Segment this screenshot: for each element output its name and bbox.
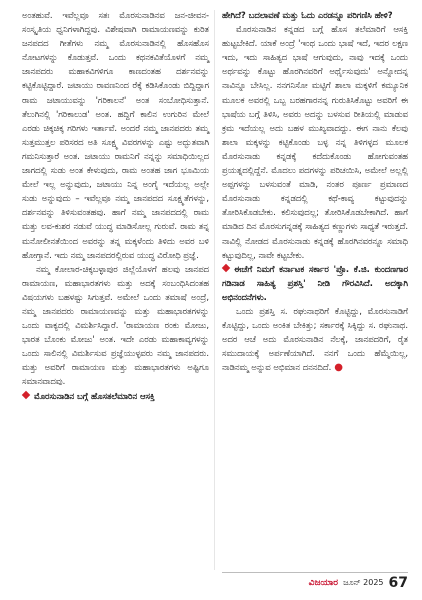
question-heading-1 bbox=[22, 389, 209, 403]
left-paragraph-1: ಅಂತಹುವೆ. ಇವೆಲ್ಲವೂ ಸತಃ ಮೊರಸುನಾಡಿನವ ಜನ-ಜೀವನ-ಸಂಸ್ಕೃತಿಯ ಧ್ವನಿಗಳಾಗಿದ್ದವು. ವಿಶೇಷವಾಗಿ ರಾಮಾಯಣವನ್ನು ಕುರಿತ ಜನಪದದ ಗೀತೆಗಳು ನಮ್ಮ ಮೊರಸುನಾಡಿನಲ್ಲಿ ಹೊಸಹೊಸ ನೋಟಗಳನ್ನು ಕೊಡುತ್ತವೆ. ಒಂದು ಕಥನಕವಿತೆಯೊಳಗೆ ನಮ್ಮ ಜಾನಪದರು ಮಹಾಕವಿಗಳಿಗೂ ಕಾಣದಂತಹ ದರ್ಶನವನ್ನು ಕಟ್ಟಿಕೊಟ್ಟಿದ್ದಾರೆ. ಜಟಾಯು ರಾವಣನಿಂದ ರೆಕ್ಕೆ ಕಡಿಸಿಕೊಂಡು ಬಿದ್ದಿದ್ದಾಗ ರಾಮ ಜಟಾಯುವನ್ನು 'ಗರಿಕಾಲನೆ' ಅಂತ ಸಂಬೋಧಿಸುತ್ತಾನೆ. ತೆಲುಗಿನಲ್ಲಿ 'ಗರಿಕಾಲುಡ' ಅಂತ. ಹದ್ದಿಗೆ ಕಾಲಿನ ಉಗುರಿನ ಮೇಲೆ ಎರಡು ಚಿಕ್ಕಚಿಕ್ಕ ಗರಿಗಳು ಇರ್ತಾವೆ. ಅಂದರೆ ನಮ್ಮ ಜಾನಪದರು ತಮ್ಮ ಸುತ್ತಮುತ್ತಲ ಪರಿಸರದ ಅತಿ ಸೂಕ್ಷ್ಮ ವಿವರಗಳನ್ನು ಎಷ್ಟು ಅದ್ಭುತವಾಗಿ ಗಮನಿಸುತ್ತಾರೆ ಅಂತ. ಜಟಾಯು ರಾಮನಿಗೆ ನನ್ನನ್ನು ಸಮಾಧಿಯಿಲ್ಲದ ಜಾಗದಲ್ಲಿ ಸುಡು ಅಂತ ಕೇಳುವುದು, ರಾಮ ಅಂತಹ ಜಾಗ ಭೂಮಿಯ ಮೇಲೆ ಇಲ್ಲ ಅನ್ನುವುದು, ಜಟಾಯು ನಿನ್ನ ಅಂಗೈ ಇದೆಯಲ್ಲ ಅಲ್ಲೇ ಸುಡು ಅನ್ನುವುದು – ಇವೆಲ್ಲವೂ ನಮ್ಮ ಜಾನಪದದ ಸೂಕ್ಷ್ಮತೆಗಳನ್ನು, ದರ್ಶನವನ್ನು ತಿಳಿಸುವಂತಹವು. ಹಾಗೆ ನಮ್ಮ ಜಾನಪದದಲ್ಲಿ ರಾಮ ಮತ್ತು ಲವ-ಕುಶರ ನಡುವೆ ಯುದ್ಧ ಮಾಡಿಸೋಲ್ಲ ಗುರುವೆ. ರಾಮ ತನ್ನ ಮನೋಲೀನತೆಯಿಂದ ಅವರನ್ನು ತನ್ನ ಮಕ್ಕಳೆಂದು ತಿಳಿದು ಅವರ ಬಳಿ ಹೋಗ್ತಾನೆ. ಇದು ನಮ್ಮ ಜಾನಪದರಲ್ಲಿರುವ ಯುದ್ಧ ವಿರೋಧಿ ಪ್ರಜ್ಞೆ. bbox=[22, 10, 209, 260]
question-1-continuation: ಹೇಗಿದೆ? ಬದಲಾವಣೆ ಮತ್ತು ಓದು ಎರಡನ್ನೂ ಪರಿಗಣಿಸಿ ಹೇಳಿ? bbox=[222, 10, 393, 20]
answer-paragraph-2 bbox=[222, 304, 408, 375]
red-diamond-icon bbox=[22, 390, 30, 398]
issue-date: ಜೂನ್ 2025 bbox=[343, 578, 384, 587]
left-paragraph-2: ನಮ್ಮ ಕೋಲಾರ-ಚಿಕ್ಕಬಳ್ಳಾಪುರ ಜಿಲ್ಲೆಯೊಳಗೆ ಹಲವು ಜಾನಪದ ರಾಮಾಯಣ, ಮಹಾಭಾರತಗಳು ಮತ್ತು ಅದಕ್ಕೆ ಸಂಬಂಧಿಸಿದಂತಹ ವಿಷಯಗಳು ಬಹಳಷ್ಟು ಸಿಗುತ್ತವೆ. ಅಮೇಲೆ ಒಂದು ತಮಾಷೆ ಅಂದ್ರೆ, ನಮ್ಮ ಜಾನಪದರು ರಾಮಾಯಣವನ್ನು ಮತ್ತು ಮಹಾಭಾರತಗಳನ್ನು ಒಂದು ವಾಕ್ಯದಲ್ಲಿ ವಿಮರ್ಶಿಸಿದ್ದಾರೆ. 'ರಾಮಾಯಣ ರಂಕು ಮೋಜು, ಭಾರತ ಬೊಂಕು ಮೋಜು' ಅಂತ. ಇದೇ ಎರಡು ಮಹಾಕಾವ್ಯಗಳನ್ನು ಒಂದು ಸಾಲಿನಲ್ಲಿ ವಿಮರ್ಶಿಸುವ ಪ್ರಜ್ಞೆಯುಳ್ಳವರು ನಮ್ಮ ಜಾನಪದರು. ಮತ್ತು ಅವರಿಗೆ ರಾಮಾಯಣ ಮತ್ತು ಮಹಾಭಾರತಗಳು ಅಷ್ಟಿಗೂ ಸಮಾನವಾದವು. bbox=[22, 263, 209, 387]
right-column bbox=[222, 8, 408, 375]
answer-paragraph-1: ಮೊರಸುನಾಡಿನ ಕನ್ನಡದ ಬಗ್ಗೆ ಹೊಸ ತಲೆಮಾರಿಗೆ ಆಸಕ್ತಿ ಹುಟ್ಟಬೇಕಿದೆ. ಯಾಕೆ ಅಂದ್ರೆ 'ಇಂಥ ಒಂದು ಭಾಷೆ ಇದೆ, ಇದರ ಲಕ್ಷಣ ಇದು, ಇದು ಸಾಹಿತ್ಯದ ಭಾಷೆ ಆಗುವುದು, ನಾವು ಇದಕ್ಕೆ ಒಂದು ಅರ್ಥವನ್ನು ಕೊಟ್ಟು ಹೊರಗಿನವರಿಗೆ ಅರ್ಥೈಸುವುದು' ಅನ್ನೋದನ್ನ ನಾವಿನ್ನೂ ಬೇಸಿಲ್ಲ. ನನಗನಿಸೋ ಮಟ್ಟಿಗೆ ಶಾಲಾ ಮಕ್ಕಳಿಗೆ ಕಮ್ಯೂನಿಕ ಮೂಲಕ ಅವರಲ್ಲಿ ಒಬ್ಬ ಬರಹಗಾರನನ್ನ ಗುರುತಿಸಿಕೊಟ್ಟು ಅವರಿಗೆ ಈ ಭಾಷೆಯ ಬಗ್ಗೆ ತಿಳಿಸಿ, ಅವರು ಅದನ್ನು ಬಳಸುವ ರೀತಿಯಲ್ಲಿ ಮಾಡುವ ಕ್ರಮ ಇದೆಯಲ್ಲ ಅದು ಬಹಳ ಮುಖ್ಯವಾದದ್ದು. ಈಗ ನಾನು ಕೆಲವು ಶಾಲಾ ಮಕ್ಕಳನ್ನು ಕಟ್ಟಿಕೊಂಡು ಬಳ್ಳ ನನ್ನ ತಿಳಿಗಳ್ಳದ ಮೂಲಕ ಮೊರಸುನಾಡು ಕನ್ನಡಕ್ಕೆ ಕದೆದುಕೊಂಡು ಹೋಗುವಂತಹ ಪ್ರಯತ್ನದಲ್ಲಿದ್ದೆನೆ. ಮೊದಲು ಪದಗಳನ್ನು ಪರಿಚಯಿಸಿ, ಅಮೇಲೆ ಅಲ್ಲಲ್ಲಿ ಅಪ್ಪಗಳನ್ನು ಬಳಸುವಂತೆ ಮಾಡಿ, ನಂತರ ಪೂರ್ಣ ಪ್ರಮಾಣದ ಮೊರಸುನಾಡು ಕನ್ನಡದಲ್ಲಿ ಕಥೆ-ಕಾವ್ಯ ಕಟ್ಟುವುದನ್ನು ತೋರಿಸಿಕೊಡಬೇಕು. ಕಲಿಸುವುದಲ್ಲ; ತೋರಿಸಿಕೊಡಬೇಕಾಗಿದೆ. ಹಾಗೆ ಮಾಡಿದ ದಿನ ಮೊರಸುಗನ್ನಡಕ್ಕೆ ಸಾಹಿತ್ಯದ ಕಣ್ಣುಗಳು ಸಾಧ್ಯತೆ ಇರುತ್ತದೆ. ನಾವಿಲ್ಲಿ ನೋಡದ ಮೊರಸುನಾಡು ಕನ್ನಡಕ್ಕೆ ಹೊರಗಿನವರನ್ನೂ ಸಮಾಧಿ ಕಟ್ಟುವುದಿಲ್ಲ, ನಾವೇ ಕಟ್ಟಬೇಕು. bbox=[222, 24, 408, 260]
page-number: 67 bbox=[388, 575, 408, 591]
magazine-brand: ವಿಜಯಾರ bbox=[308, 578, 339, 588]
page-footer bbox=[222, 575, 408, 591]
question-heading-2 bbox=[222, 262, 408, 304]
end-mark-icon: ● bbox=[334, 362, 343, 374]
question-2-text: ಈಚೆಗೆ ನಿಮಗೆ ಕರ್ನಾಟಕ ಸರ್ಕಾರ 'ಪ್ರೊ. ಕೆ.ಜಿ. ಕುಂದಣಗಾರ ಗಡಿನಾಡ ಸಾಹಿತ್ಯ ಪ್ರಶಸ್ತಿ' ನೀಡಿ ಗೌರವಿಸಿದೆ. ಅದಕ್ಕಾಗಿ ಅಭಿನಂದನೆಗಳು. bbox=[222, 263, 408, 302]
red-diamond-icon bbox=[222, 263, 230, 271]
left-column bbox=[22, 8, 209, 403]
question-1-text: ಮೊರಸುನಾಡಿನ ಬಗ್ಗೆ ಹೊಸತಲೆಮಾರಿನ ಆಸಕ್ತಿ bbox=[34, 390, 155, 401]
footer-rule bbox=[222, 572, 408, 573]
answer-2-text: ಒಂದು ಪ್ರಶಸ್ತಿ ಸ. ರಘುನಾಥರಿಗೆ ಕೊಟ್ಟಿದ್ದು, ಮೊರಸುನಾಡಿಗೆ ಕೊಟ್ಟಿದ್ದು, ಒಂದು ಅಂಕಿತ ಬೇಕಿತ್ತು; ಸರ್ಕಾರಕ್ಕೆ ಸಿಕ್ಕಿದ್ದು ಸ. ರಘುನಾಥ. ಅದರ ಆಚೆ ಅದು ಮೊರಸುನಾಡಿನ ನೆಲಕ್ಕೆ, ಜಾನಪದರಿಗೆ, ರೈತ ಸಮುದಾಯಕ್ಕೆ ಅರ್ಪಣೆಯಾಗಿದೆ. ನನಗೆ ಒಂದು ಹೆಮ್ಮೆಯಿಲ್ಲ, ನಾಡಿನಮ್ಮ ಅನ್ನುವ ಅಭಿಮಾನ ದನನದಿದೆ. bbox=[222, 305, 408, 373]
column-divider bbox=[214, 10, 215, 570]
